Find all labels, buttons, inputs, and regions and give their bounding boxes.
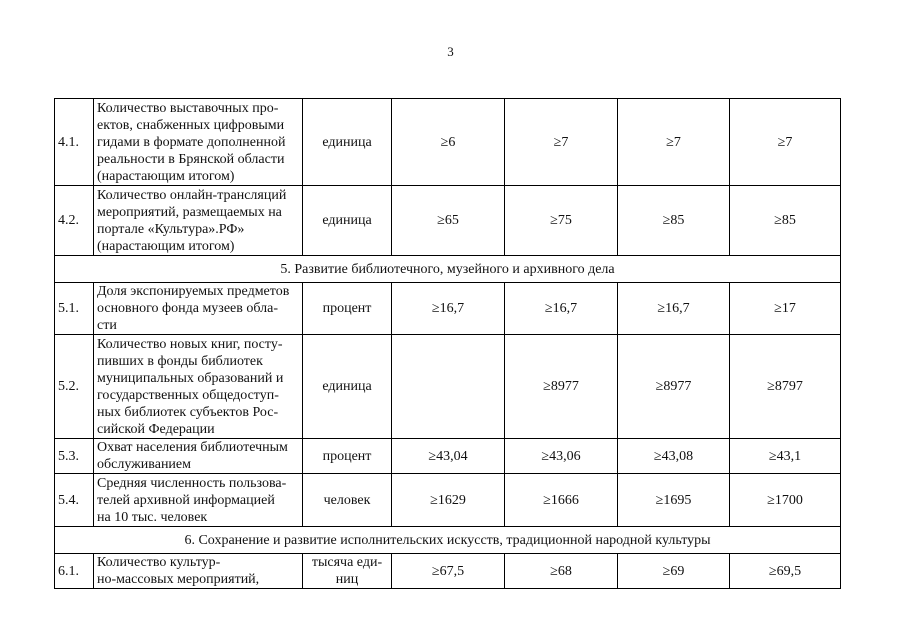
indicator-row — [55, 439, 841, 474]
indicator-row — [55, 554, 841, 589]
target-value-1: ≥16,7 — [392, 283, 505, 335]
section-title: 5. Развитие библиотечного, музейного и архивного дела — [55, 256, 841, 283]
target-value-4: ≥43,1 — [730, 439, 841, 474]
target-value-2: ≥68 — [505, 554, 618, 589]
unit-label: человек — [323, 492, 371, 508]
unit-cell — [303, 439, 392, 474]
unit-cell — [303, 335, 392, 439]
indicator-name: Доля экспонируемых предметов основного фонда музеев обла- сти — [97, 284, 290, 333]
row-number: 5.4. — [55, 474, 94, 527]
unit-cell — [303, 99, 392, 186]
target-value-3: ≥8977 — [618, 335, 730, 439]
unit-label: процент — [322, 301, 372, 316]
unit-label: тысяча еди- ниц — [311, 555, 383, 587]
unit-label: единица — [322, 134, 372, 150]
target-value-3: ≥43,08 — [618, 439, 730, 474]
indicator-name: Количество онлайн-трансляций мероприятий, размещаемых на портале «Культура».РФ» (нарастающим итогом) — [97, 187, 287, 254]
indicator-row — [55, 99, 841, 186]
target-value-4: ≥7 — [730, 99, 841, 186]
target-value-1: ≥6 — [392, 99, 505, 186]
target-value-3: ≥16,7 — [618, 283, 730, 335]
target-value-2: ≥7 — [505, 99, 618, 186]
page-number: 3 — [447, 44, 454, 59]
indicator-name-cell — [94, 186, 303, 256]
target-value-1 — [392, 335, 505, 439]
indicator-name-cell — [94, 554, 303, 589]
unit-cell — [303, 554, 392, 589]
indicator-name-cell — [94, 99, 303, 186]
section-header-row — [55, 256, 841, 283]
indicator-row — [55, 283, 841, 335]
target-value-1: ≥67,5 — [392, 554, 505, 589]
row-number: 5.3. — [55, 439, 94, 474]
target-value-3: ≥7 — [618, 99, 730, 186]
indicator-row — [55, 474, 841, 527]
indicator-name-cell — [94, 335, 303, 439]
unit-label: процент — [322, 448, 372, 464]
unit-cell — [303, 186, 392, 256]
target-value-1: ≥43,04 — [392, 439, 505, 474]
target-value-4: ≥69,5 — [730, 554, 841, 589]
indicator-name-cell — [94, 283, 303, 335]
row-number: 4.2. — [55, 186, 94, 256]
unit-label: единица — [322, 213, 372, 228]
target-value-1: ≥1629 — [392, 474, 505, 527]
target-value-3: ≥69 — [618, 554, 730, 589]
target-value-2: ≥43,06 — [505, 439, 618, 474]
target-value-3: ≥1695 — [618, 474, 730, 527]
section-title: 6. Сохранение и развитие исполнительских искусств, традиционной народной культуры — [55, 527, 841, 554]
unit-cell — [303, 283, 392, 335]
indicators-table — [54, 98, 841, 589]
target-value-2: ≥1666 — [505, 474, 618, 527]
unit-label: единица — [322, 379, 372, 394]
indicator-name: Средняя численность пользова- телей архивной информацией на 10 тыс. человек — [97, 475, 287, 525]
table-body — [55, 99, 841, 589]
target-value-1: ≥65 — [392, 186, 505, 256]
indicator-name: Охват населения библиотечным обслуживанием — [97, 440, 288, 472]
target-value-4: ≥85 — [730, 186, 841, 256]
indicator-name-cell — [94, 439, 303, 474]
target-value-3: ≥85 — [618, 186, 730, 256]
unit-cell — [303, 474, 392, 527]
indicator-row — [55, 335, 841, 439]
target-value-4: ≥17 — [730, 283, 841, 335]
indicator-name: Количество новых книг, посту- пивших в фонды библиотек муниципальных образований и государственных общедоступ- ных библиотек субъектов Рос- сийской Федерации — [97, 336, 284, 437]
target-value-2: ≥8977 — [505, 335, 618, 439]
row-number: 5.1. — [55, 283, 94, 335]
target-value-4: ≥1700 — [730, 474, 841, 527]
target-value-4: ≥8797 — [730, 335, 841, 439]
indicator-name: Количество выставочных про- ектов, снабженных цифровыми гидами в формате дополненной реальности в Брянской области (нарастающим итогом) — [97, 100, 286, 184]
target-value-2: ≥75 — [505, 186, 618, 256]
section-header-row — [55, 527, 841, 554]
row-number: 4.1. — [55, 99, 94, 186]
indicator-row — [55, 186, 841, 256]
row-number: 6.1. — [55, 554, 94, 589]
indicator-name-cell — [94, 474, 303, 527]
indicator-name: Количество культур- но-массовых мероприятий, — [97, 555, 260, 587]
row-number: 5.2. — [55, 335, 94, 439]
target-value-2: ≥16,7 — [505, 283, 618, 335]
